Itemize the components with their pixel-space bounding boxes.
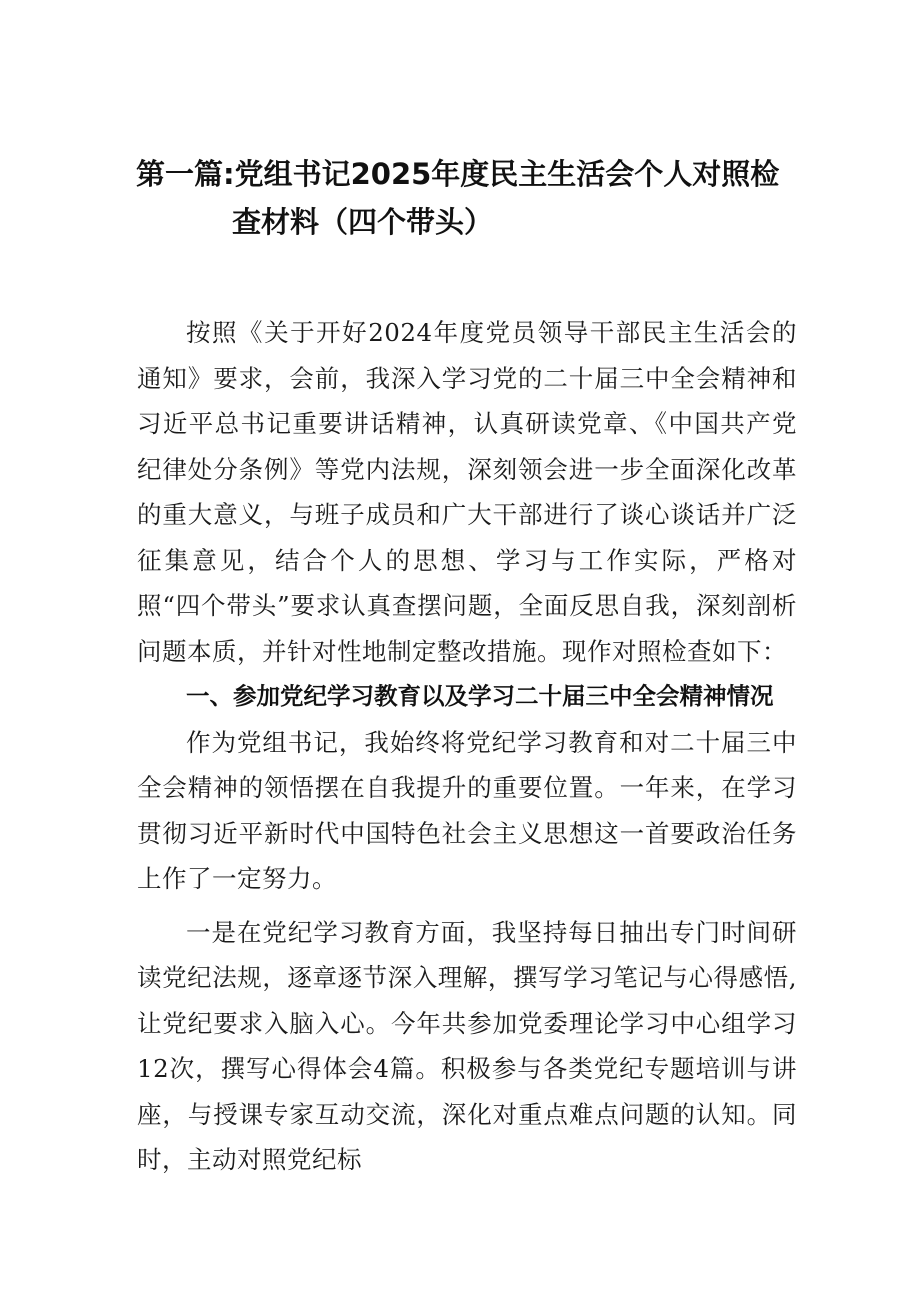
document-body <box>137 310 797 1183</box>
title-line-1: 第一篇:党组书记2025年度民主生活会个人对照检 <box>136 157 780 191</box>
title-line-2: 查材料（四个带头） <box>232 205 494 239</box>
intro-paragraph: 按照《关于开好2024年度党员领导干部民主生活会的通知》要求，会前，我深入学习党的二十届三中全会精神和习近平总书记重要讲话精神，认真研读党章、《中国共产党纪律处分条例》等党内法规，深刻领会进一步全面深化改革的重大意义，与班子成员和广大干部进行了谈心谈话并广泛征集意见，结合个人的思想、学习与工作实际，严格对照“四个带头”要求认真查摆问题，全面反思自我，深刻剖析问题本质，并针对性地制定整改措施。现作对照检查如下： <box>137 318 797 666</box>
section-1-heading: 一、参加党纪学习教育以及学习二十届三中全会精神情况 <box>186 682 774 710</box>
section-1-paragraph-1: 作为党组书记，我始终将党纪学习教育和对二十届三中全会精神的领悟摆在自我提升的重要位置。一年来，在学习贯彻习近平新时代中国特色社会主义思想这一首要政治任务上作了一定努力。 <box>137 727 797 893</box>
section-1-paragraph-2: 一是在党纪学习教育方面，我坚持每日抽出专门时间研读党纪法规，逐章逐节深入理解，撰写学习笔记与心得感悟,让党纪要求入脑入心。今年共参加党委理论学习中心组学习12次，撰写心得体会4篇。积极参与各类党纪专题培训与讲座，与授课专家互动交流，深化对重点难点问题的认知。同时，主动对照党纪标 <box>137 917 797 1174</box>
document-title <box>120 150 800 246</box>
